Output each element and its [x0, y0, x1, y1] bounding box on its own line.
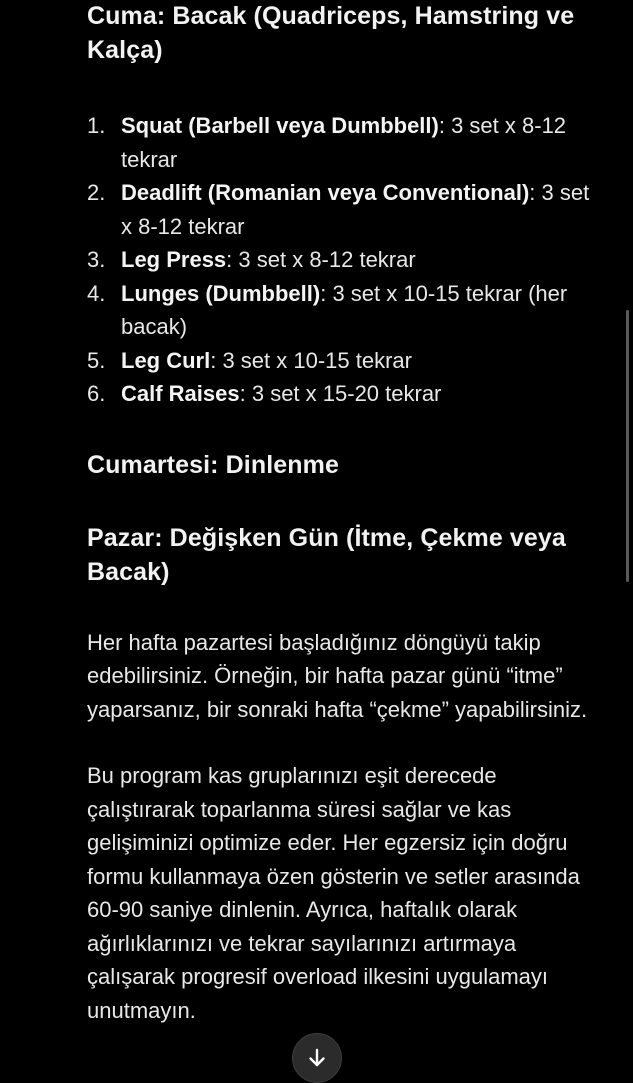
- exercise-detail: : 3 set x 8-12 tekrar: [226, 247, 416, 272]
- list-number: 5.: [87, 347, 106, 373]
- list-item: [87, 277, 602, 344]
- friday-heading: Cuma: Bacak (Quadriceps, Hamstring ve Kalça): [87, 2, 575, 64]
- exercise-name: Squat (Barbell veya Dumbbell): [121, 113, 439, 138]
- exercise-detail: : 3 set x 10-15 tekrar (her bacak): [121, 280, 568, 339]
- chat-message-content: [87, 0, 602, 1027]
- saturday-heading: Cumartesi: Dinlenme: [87, 450, 339, 479]
- scroll-to-bottom-button[interactable]: [292, 1033, 342, 1083]
- exercise-detail: : 3 set x 10-15 tekrar: [210, 347, 412, 373]
- list-item: [87, 176, 602, 243]
- exercise-name: Deadlift (Romanian veya Conventional): [121, 180, 530, 205]
- exercise-name: Leg Press: [121, 247, 227, 272]
- exercise-name: Calf Raises: [121, 381, 240, 406]
- list-number: 6.: [87, 381, 106, 406]
- list-number: 4.: [87, 280, 106, 306]
- paragraph-program-summary: Bu program kas gruplarınızı eşit derecede çalıştırarak toparlanma süresi sağlar ve kas gelişiminizi optimize eder. Her egzersiz için doğru formu kullanmaya özen gösterin ve setler arasında 60-90 saniye dinlenin. Ayrıca, haftalık olarak ağırlıklarınızı ve tekrar sayılarınızı artırmaya çalışarak progresif overload ilkesini uygulamayı unutmayın.: [87, 763, 580, 1023]
- exercise-name: Leg Curl: [121, 347, 211, 373]
- list-number: 1.: [87, 113, 106, 138]
- list-item: [87, 243, 602, 277]
- list-item: [87, 377, 602, 411]
- scrollbar-thumb[interactable]: [626, 310, 629, 582]
- list-item: [87, 344, 602, 378]
- sunday-heading: Pazar: Değişken Gün (İtme, Çekme veya Bacak): [87, 523, 566, 586]
- exercise-detail: : 3 set x 15-20 tekrar: [239, 381, 442, 406]
- exercise-detail: : 3 set x 8-12 tekrar: [121, 113, 567, 172]
- list-number: 2.: [87, 180, 106, 205]
- list-number: 3.: [87, 247, 106, 272]
- arrow-down-icon: [306, 1047, 328, 1069]
- exercise-list: [87, 109, 602, 411]
- paragraph-cycle-note: Her hafta pazartesi başladığınız döngüyü takip edebilirsiniz. Örneğin, bir hafta pazar günü “itme” yaparsanız, bir sonraki hafta “çekme” yapabilirsiniz.: [87, 629, 588, 722]
- list-item: [87, 109, 602, 176]
- exercise-name: Lunges (Dumbbell): [121, 280, 321, 306]
- exercise-detail: : 3 set x 8-12 tekrar: [121, 180, 590, 239]
